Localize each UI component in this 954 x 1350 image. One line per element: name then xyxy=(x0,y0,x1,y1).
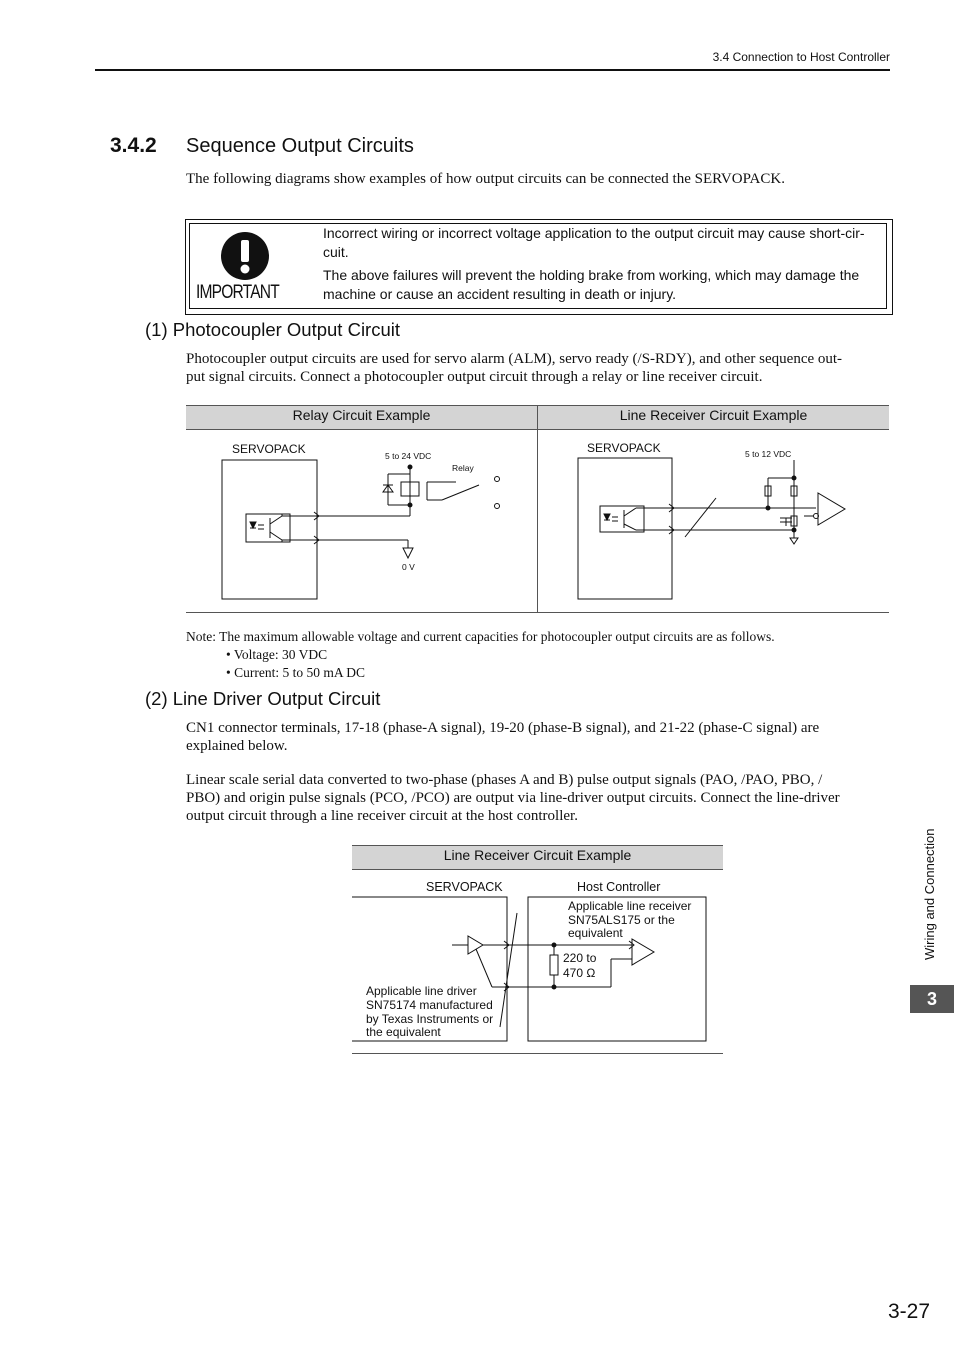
relay-servopack-label: SERVOPACK xyxy=(232,442,306,456)
section-title: Sequence Output Circuits xyxy=(186,135,414,157)
note-intro: Note: The maximum allowable voltage and current capacities for photocoupler output circuits are as follows. xyxy=(186,629,775,644)
photocoupler-para-line-2: put signal circuits. Connect a photocoupler output circuit through a relay or line receiver circuit. xyxy=(186,369,763,385)
line-driver-table-title: Line Receiver Circuit Example xyxy=(443,847,632,863)
note-voltage: • Voltage: 30 VDC xyxy=(226,647,328,662)
receiver-note-line-3: equivalent xyxy=(568,926,623,940)
section-intro: The following diagrams show examples of how output circuits can be connected the SERVOPACK. xyxy=(186,171,785,187)
chapter-tab: 3 xyxy=(910,985,954,1013)
note-current: • Current: 5 to 50 mA DC xyxy=(226,665,365,680)
resistor-label-line-1: 220 to xyxy=(563,951,597,965)
receiver-note-line-2: SN75ALS175 or the xyxy=(568,912,675,927)
relay-label: Relay xyxy=(452,463,474,473)
relay-ground-label: 0 V xyxy=(402,562,415,572)
line-driver-para2-line-2: PBO) and origin pulse signals (PCO, /PCO) are output via line-driver output circuits. Connect the line-driver xyxy=(186,790,840,806)
important-line-4: machine or cause an accident resulting in death or injury. xyxy=(323,286,677,302)
line-driver-para2-line-3: output circuit through a line receiver circuit at the host controller. xyxy=(186,808,578,824)
driver-note-line-2: SN75174 manufactured xyxy=(366,997,493,1012)
table-bottom-rule xyxy=(186,612,889,613)
relay-supply-label: 5 to 24 VDC xyxy=(385,451,432,461)
header-section-ref: 3.4 Connection to Host Controller xyxy=(712,50,890,64)
line-driver-note xyxy=(366,985,493,1040)
receiver-servopack-label: SERVOPACK xyxy=(587,441,661,455)
line-driver-para2-line-1: Linear scale serial data converted to two-phase (phases A and B) pulse output signals (PAO, /PAO, PBO, / xyxy=(186,772,823,788)
photocoupler-heading: (1) Photocoupler Output Circuit xyxy=(145,319,401,340)
line-driver-para1-line-1: CN1 connector terminals, 17-18 (phase-A signal), 19-20 (phase-B signal), and 21-22 (phase-C signal) are xyxy=(186,720,820,736)
photocoupler-para-line-1: Photocoupler output circuits are used for servo alarm (ALM), servo ready (/S-RDY), and other sequence out- xyxy=(186,351,843,367)
line-driver-para1-line-2: explained below. xyxy=(186,738,288,754)
driver-note-line-4: the equivalent xyxy=(366,1025,441,1040)
receiver-supply-label: 5 to 12 VDC xyxy=(745,449,792,459)
table-col-line-receiver: Line Receiver Circuit Example xyxy=(619,407,808,423)
header-rule xyxy=(95,69,890,71)
page-number: 3-27 xyxy=(887,1300,930,1323)
resistor-label-line-2: 470 Ω xyxy=(563,966,596,980)
relay-circuit-diagram xyxy=(186,430,536,612)
important-line-3: The above failures will prevent the holding brake from working, which may damage the xyxy=(323,267,860,283)
line-receiver-circuit-diagram xyxy=(538,430,889,612)
table-col-relay: Relay Circuit Example xyxy=(292,407,431,423)
section-number: 3.4.2 xyxy=(110,134,157,157)
line-driver-heading: (2) Line Driver Output Circuit xyxy=(145,688,381,709)
important-label: IMPORTANT xyxy=(196,282,279,303)
line-driver-table-bottom-rule xyxy=(352,1053,723,1054)
receiver-note-line-1: Applicable line receiver xyxy=(568,899,692,913)
side-tab-label: Wiring and Connection xyxy=(922,828,937,960)
line-receiver-note xyxy=(568,900,691,941)
line-driver-servopack-label: SERVOPACK xyxy=(426,880,503,894)
line-driver-host-label: Host Controller xyxy=(577,880,661,894)
resistor-label xyxy=(563,951,596,981)
important-line-2: cuit. xyxy=(323,244,349,260)
driver-note-line-1: Applicable line driver xyxy=(366,984,477,998)
driver-note-line-3: by Texas Instruments or xyxy=(366,1011,494,1026)
important-line-1: Incorrect wiring or incorrect voltage application to the output circuit may cause short-cir- xyxy=(323,225,865,241)
